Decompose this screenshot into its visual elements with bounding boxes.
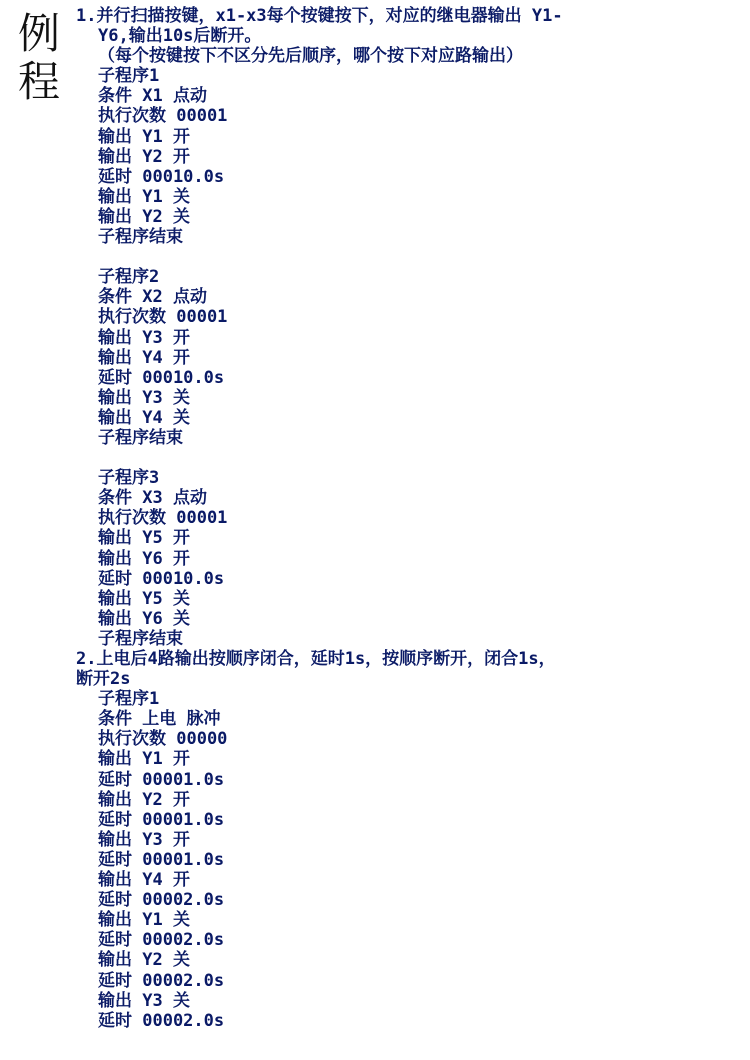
program-line: 执行次数 00001 bbox=[98, 106, 228, 127]
program-line: 输出 Y4 开 bbox=[98, 870, 190, 891]
program-line: 延时 00010.0s bbox=[98, 166, 225, 187]
program-line: 输出 Y2 开 bbox=[98, 789, 190, 810]
program-line: 输出 Y3 关 bbox=[98, 387, 190, 408]
program-line: 延时 00002.0s bbox=[98, 1010, 225, 1031]
program-line: 子程序2 bbox=[98, 267, 160, 288]
program-line: 执行次数 00001 bbox=[98, 508, 228, 529]
section-heading: 1.并行扫描按键，x1-x3每个按键按下，对应的继电器输出 Y1- bbox=[76, 6, 563, 26]
program-line: 条件 X1 点动 bbox=[98, 86, 207, 107]
program-line: 子程序结束 bbox=[98, 628, 183, 649]
blank-line bbox=[76, 247, 730, 267]
program-line: 延时 00010.0s bbox=[98, 568, 225, 589]
program-line: 延时 00001.0s bbox=[98, 769, 225, 790]
program-line: 输出 Y1 关 bbox=[98, 910, 190, 931]
side-title-char-2: 程 bbox=[18, 57, 61, 106]
program-line: 子程序1 bbox=[98, 689, 160, 710]
program-line: 输出 Y1 开 bbox=[98, 126, 190, 147]
program-line: 子程序3 bbox=[98, 468, 160, 489]
document-body bbox=[76, 6, 730, 1031]
program-line: 输出 Y4 开 bbox=[98, 347, 190, 368]
program-line: 输出 Y2 开 bbox=[98, 146, 190, 167]
program-line: 延时 00010.0s bbox=[98, 367, 225, 388]
program-line: 延时 00002.0s bbox=[98, 890, 225, 911]
program-line: 输出 Y3 开 bbox=[98, 327, 190, 348]
program-line: 子程序结束 bbox=[98, 427, 183, 448]
program-line: 延时 00002.0s bbox=[98, 930, 225, 951]
program-line: 条件 上电 脉冲 bbox=[98, 709, 221, 730]
program-line: 延时 00001.0s bbox=[98, 849, 225, 870]
program-line: 子程序1 bbox=[98, 66, 160, 87]
side-title-char-1: 例 bbox=[18, 9, 61, 58]
section-heading: 2.上电后4路输出按顺序闭合，延时1s，按顺序断开，闭合1s， bbox=[76, 649, 556, 669]
section-heading: 断开2s bbox=[76, 669, 131, 690]
program-line: 输出 Y2 关 bbox=[98, 950, 190, 971]
program-line: 执行次数 00000 bbox=[98, 729, 228, 750]
program-line: 子程序结束 bbox=[98, 227, 183, 248]
program-line: 条件 X3 点动 bbox=[98, 488, 207, 509]
side-title bbox=[18, 10, 66, 106]
note-line: （每个按键按下不区分先后顺序，哪个按下对应路输出） bbox=[98, 46, 523, 67]
program-line: 输出 Y3 开 bbox=[98, 829, 190, 850]
program-line: 延时 00001.0s bbox=[98, 809, 225, 830]
program-line: 执行次数 00001 bbox=[98, 307, 228, 328]
program-line: 输出 Y6 开 bbox=[98, 548, 190, 569]
program-line: 延时 00002.0s bbox=[98, 970, 225, 991]
program-line: 条件 X2 点动 bbox=[98, 287, 207, 308]
blank-line bbox=[76, 448, 730, 468]
section-heading-continued: Y6,输出10s后断开。 bbox=[98, 26, 262, 47]
program-line: 输出 Y3 关 bbox=[98, 990, 190, 1011]
program-line: 输出 Y5 开 bbox=[98, 528, 190, 549]
program-line: 输出 Y2 关 bbox=[98, 206, 190, 227]
program-line: 输出 Y5 关 bbox=[98, 588, 190, 609]
program-line: 输出 Y6 关 bbox=[98, 608, 190, 629]
program-line: 输出 Y1 开 bbox=[98, 749, 190, 770]
program-line: 输出 Y1 关 bbox=[98, 186, 190, 207]
program-line: 输出 Y4 关 bbox=[98, 407, 190, 428]
